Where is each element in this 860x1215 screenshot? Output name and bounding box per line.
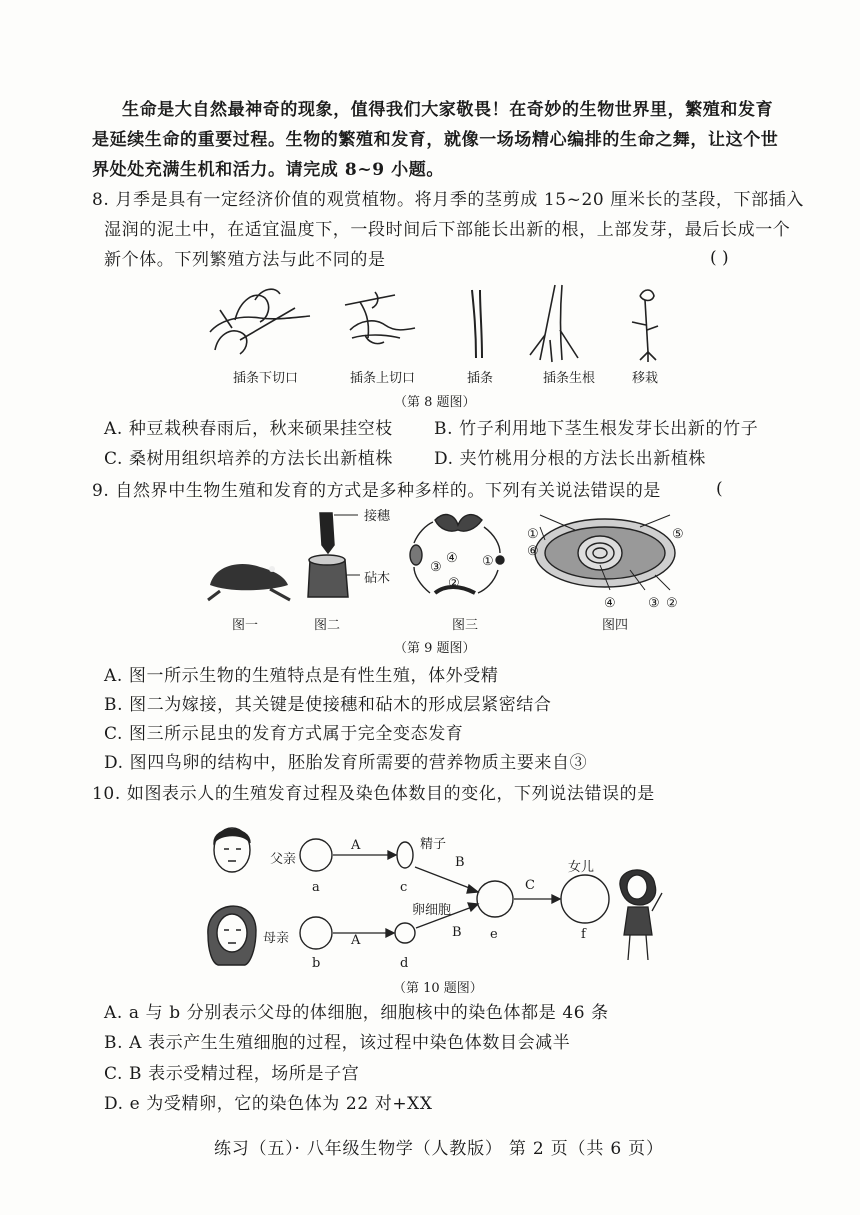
q10-label-father: 父亲 — [270, 852, 297, 867]
q10-arrows — [333, 851, 560, 937]
q8-option-a: A. 种豆栽秧春雨后，秋来硕果挂空枝 — [104, 419, 393, 439]
q9-fig4-name: 图四 — [602, 618, 629, 633]
q10-father-drawing — [214, 828, 250, 872]
q9-caption: （第 9 题图） — [394, 641, 476, 656]
q8-transplant-drawing — [632, 290, 658, 362]
q10-label-A2: A — [351, 933, 361, 948]
q8-figure — [200, 280, 680, 365]
q9-fig2-name: 图二 — [314, 618, 341, 633]
q8-cutting-drawing — [472, 290, 482, 358]
q8-cut-upper-drawing — [345, 292, 415, 344]
q8-label-rooting: 插条生根 — [543, 371, 596, 386]
q10-label-mother: 母亲 — [263, 931, 290, 946]
q8-rooting-drawing — [530, 285, 578, 362]
q10-label-f: f — [581, 927, 586, 942]
q10-label-egg: 卵细胞 — [412, 903, 452, 918]
q10-label-e: e — [490, 927, 498, 942]
q10-label-C: C — [525, 878, 535, 893]
q10-label-sperm: 精子 — [420, 837, 447, 852]
q10-label-A1: A — [351, 838, 361, 853]
q10-label-b: b — [312, 956, 321, 971]
q8-label-cutting: 插条 — [467, 371, 494, 386]
q8-caption: （第 8 题图） — [394, 395, 476, 410]
q8-label-lower-cut: 插条下切口 — [233, 371, 299, 386]
q8-cut-lower-drawing — [210, 289, 310, 354]
q9-stem: 9. 自然界中生物生殖和发育的方式是多种多样的。下列有关说法错误的是 — [92, 481, 662, 501]
q10-caption: （第 10 题图） — [393, 981, 483, 996]
q9-egg-drawing — [535, 515, 675, 590]
q9-fig3-num-4: ④ — [446, 551, 458, 566]
q8-stem-2: 湿润的泥土中，在适宜温度下，一段时间后下部能长出新的根，上部发芽，最后长成一个 — [104, 220, 791, 240]
q9-fig4-num-6: ⑥ — [527, 544, 539, 559]
q9-graft-drawing — [308, 513, 360, 597]
q9-fig4-num-4: ④ — [604, 596, 616, 611]
q10-daughter-drawing — [620, 870, 662, 960]
q9-option-c: C. 图三所示昆虫的发育方式属于完全变态发育 — [104, 724, 464, 744]
q10-label-c: c — [400, 880, 408, 895]
q8-option-c: C. 桑树用组织培养的方法长出新植株 — [104, 449, 394, 469]
q10-mother-drawing — [208, 906, 256, 965]
q8-stem-1: 8. 月季是具有一定经济价值的观赏植物。将月季的茎剪成 15~20 厘米长的茎段，下部插入 — [92, 190, 804, 210]
q9-label-stock: 砧木 — [364, 571, 391, 586]
intro-line-3: 界处处充满生机和活力。请完成 8~9 小题。 — [92, 160, 444, 180]
q10-label-daughter: 女儿 — [568, 860, 595, 875]
q10-label-B2: B — [452, 925, 462, 940]
q9-fig3-num-3: ③ — [430, 560, 442, 575]
q9-fig3-name: 图三 — [452, 618, 479, 633]
q9-answer-paren: ( — [716, 479, 723, 499]
q8-option-b: B. 竹子利用地下茎生根发芽长出新的竹子 — [434, 419, 759, 439]
q10-stem: 10. 如图表示人的生殖发育过程及染色体数目的变化，下列说法错误的是 — [92, 784, 655, 804]
q9-frog-drawing — [208, 564, 290, 600]
q9-option-b: B. 图二为嫁接，其关键是使接穗和砧木的形成层紧密结合 — [104, 695, 552, 715]
intro-line-1: 生命是大自然最神奇的现象，值得我们大家敬畏！在奇妙的生物世界里，繁殖和发育 — [122, 100, 774, 120]
q8-label-transplant: 移栽 — [632, 371, 659, 386]
q10-label-B1: B — [455, 855, 465, 870]
intro-line-2: 是延续生命的重要过程。生物的繁殖和发育，就像一场场精心编排的生命之舞，让这个世 — [92, 130, 779, 150]
q9-fig4-num-1: ① — [527, 527, 539, 542]
q9-fig4-num-2: ② — [666, 596, 678, 611]
q10-option-c: C. B 表示受精过程，场所是子宫 — [104, 1064, 360, 1084]
q10-option-a: A. a 与 b 分别表示父母的体细胞，细胞核中的染色体都是 46 条 — [104, 1003, 609, 1023]
q8-label-upper-cut: 插条上切口 — [350, 371, 416, 386]
q9-fig3-num-2: ② — [448, 576, 460, 591]
q9-fig3-num-1: ① — [482, 554, 494, 569]
q9-option-a: A. 图一所示生物的生殖特点是有性生殖，体外受精 — [104, 666, 499, 686]
q9-fig4-num-5: ⑤ — [672, 527, 684, 542]
q9-option-d: D. 图四鸟卵的结构中，胚胎发育所需要的营养物质主要来自③ — [104, 753, 588, 773]
q10-label-a: a — [312, 880, 320, 895]
page-footer: 练习（五）· 八年级生物学（人教版） 第 2 页（共 6 页） — [214, 1139, 664, 1159]
q10-option-b: B. A 表示产生生殖细胞的过程，该过程中染色体数目会减半 — [104, 1033, 571, 1053]
q9-fig1-name: 图一 — [232, 618, 259, 633]
q8-answer-paren: ( ) — [710, 248, 729, 268]
q9-fig4-num-3: ③ — [648, 596, 660, 611]
q9-label-scion: 接穗 — [364, 509, 391, 524]
q10-label-d: d — [400, 956, 409, 971]
q10-option-d: D. e 为受精卵，它的染色体为 22 对+XX — [104, 1094, 433, 1114]
q8-stem-3: 新个体。下列繁殖方法与此不同的是 — [104, 250, 386, 270]
q8-option-d: D. 夹竹桃用分根的方法长出新植株 — [434, 449, 707, 469]
